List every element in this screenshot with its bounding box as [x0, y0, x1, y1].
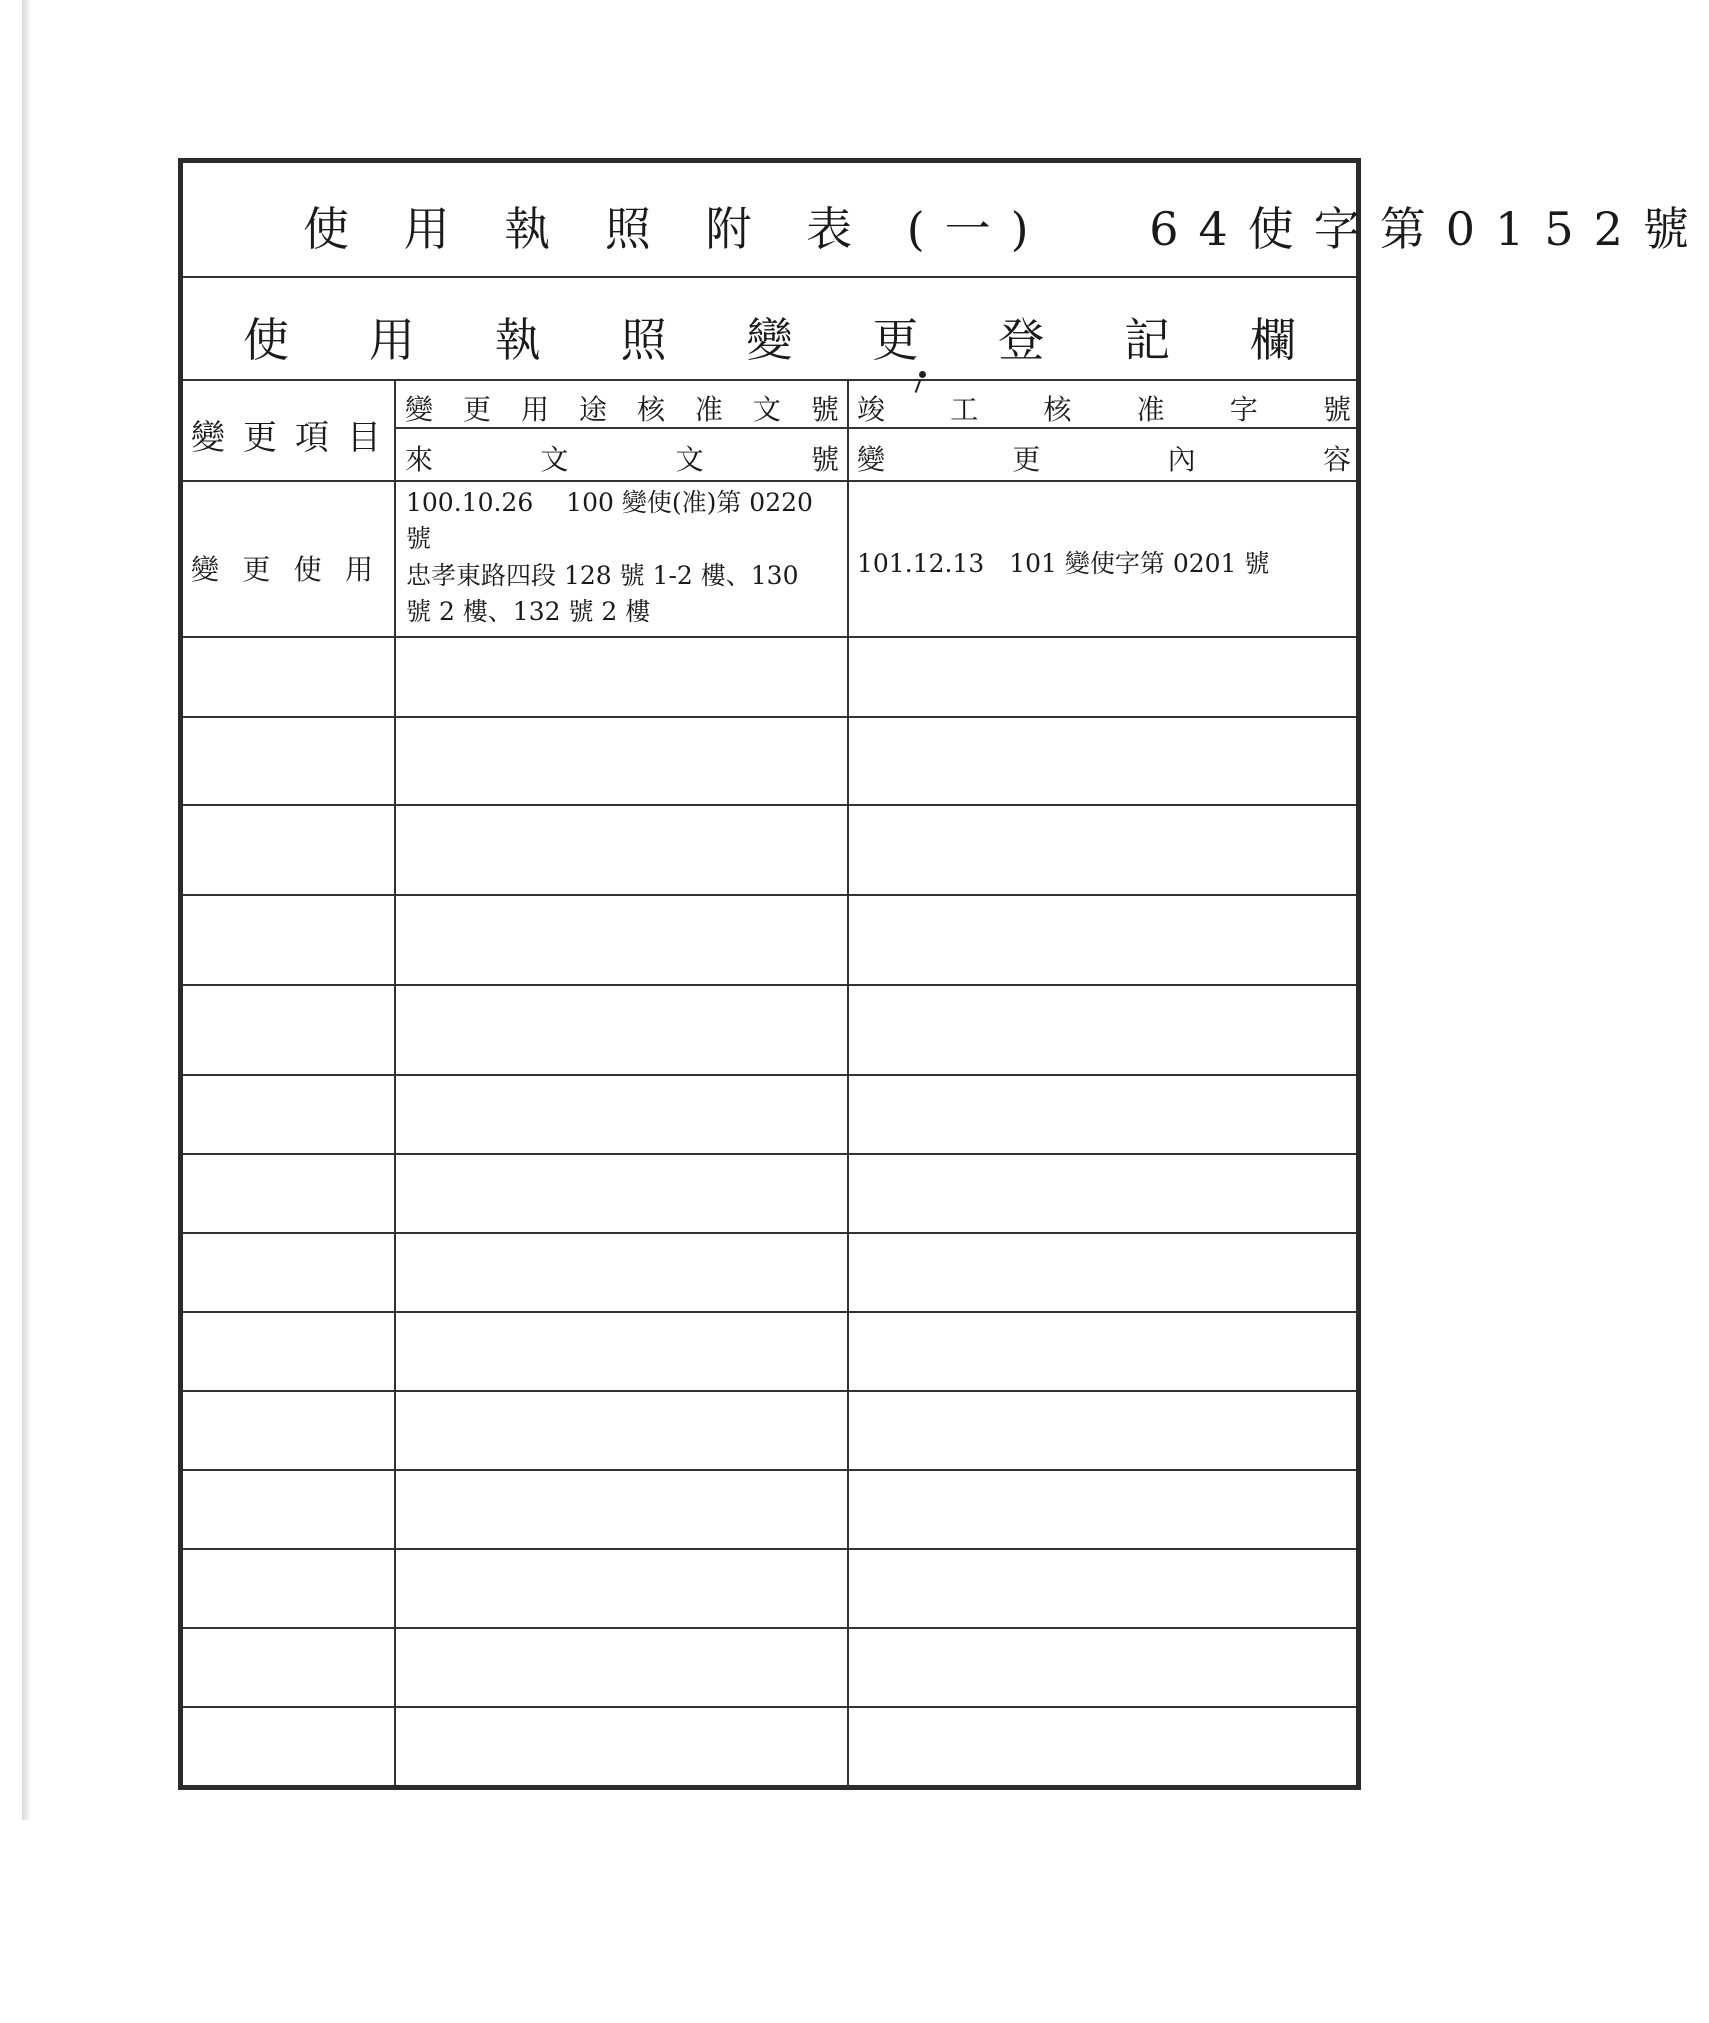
title-row	[183, 163, 1709, 278]
section-heading-char: 欄	[1250, 313, 1296, 367]
entry-completion: 101.12.13 101 變使字第 0201 號	[857, 549, 1270, 578]
header-char: 目	[347, 418, 381, 458]
header-char: 更	[462, 393, 491, 426]
header-char: 號	[810, 393, 839, 426]
header-char: 竣	[857, 393, 886, 426]
row-line	[183, 1311, 1356, 1313]
section-heading-char: 登	[998, 313, 1045, 367]
change-record-table	[178, 158, 1709, 1790]
entry-item-char: 更	[242, 553, 271, 586]
header-char: 號	[810, 443, 839, 476]
entry-item-char: 變	[191, 553, 220, 586]
entry-item-char: 用	[344, 553, 373, 586]
header-bottom-line	[183, 480, 1356, 482]
header-char: 途	[578, 393, 607, 426]
header-char: 更	[1012, 443, 1041, 476]
header-char: 變	[191, 418, 225, 458]
header-char: 更	[243, 418, 277, 458]
page-title: 使 用 執 照 附 表 (一) 64使字第0152號	[303, 202, 1709, 256]
subtitle-row	[183, 278, 1356, 381]
column-divider-1	[394, 381, 396, 1785]
section-heading	[243, 304, 1296, 370]
entry-item	[191, 548, 373, 588]
entry-doc-info	[406, 485, 813, 630]
header-char: 核	[636, 393, 665, 426]
row-line	[183, 1706, 1356, 1708]
row-line	[183, 1627, 1356, 1629]
row-line	[183, 804, 1356, 806]
row-line	[183, 1153, 1356, 1155]
header-completion-approval-no	[857, 388, 1351, 428]
scan-edge	[22, 0, 31, 1820]
header-char: 項	[295, 418, 329, 458]
row-line	[183, 716, 1356, 718]
header-char: 變	[405, 393, 434, 426]
header-char: 工	[950, 393, 979, 426]
row-line	[183, 1074, 1356, 1076]
header-change-content	[857, 438, 1351, 478]
column-divider-2	[847, 381, 849, 1785]
section-heading-char: 照	[620, 313, 667, 367]
header-char: 容	[1322, 443, 1351, 476]
header-incoming-doc-no	[405, 438, 839, 478]
header-char: 變	[857, 443, 886, 476]
row-line	[183, 636, 1356, 638]
row-line	[183, 1548, 1356, 1550]
row-line	[183, 894, 1356, 896]
header-char: 核	[1043, 393, 1072, 426]
section-heading-char: 記	[1124, 313, 1171, 367]
header-char: 准	[694, 393, 723, 426]
entry-item-char: 使	[293, 553, 322, 586]
header-char: 文	[675, 443, 704, 476]
section-heading-char: 更	[872, 313, 919, 367]
entry-doc-line: 號	[406, 524, 432, 554]
entry-doc-line: 100.10.26 100 變使(准)第 0220	[406, 488, 813, 517]
header-char: 文	[540, 443, 569, 476]
header-char: 准	[1136, 393, 1165, 426]
header-char: 用	[520, 393, 549, 426]
section-heading-char: 使	[243, 313, 289, 367]
row-line	[183, 1469, 1356, 1471]
header-char: 來	[405, 443, 434, 476]
header-char: 號	[1322, 393, 1351, 426]
section-heading-char: 用	[368, 313, 415, 367]
row-line	[183, 1390, 1356, 1392]
header-approval-doc-no	[405, 388, 839, 428]
header-char: 內	[1167, 443, 1196, 476]
row-line	[183, 1232, 1356, 1234]
row-line	[183, 984, 1356, 986]
header-char: 字	[1229, 393, 1258, 426]
header-char: 文	[752, 393, 781, 426]
entry-doc-line: 號 2 樓、132 號 2 樓	[406, 596, 651, 626]
entry-doc-line: 忠孝東路四段 128 號 1-2 樓、130	[406, 560, 799, 590]
header-item-label	[191, 410, 381, 459]
ink-mark	[919, 371, 926, 378]
section-heading-char: 執	[494, 313, 541, 367]
section-heading-char: 變	[746, 313, 793, 367]
